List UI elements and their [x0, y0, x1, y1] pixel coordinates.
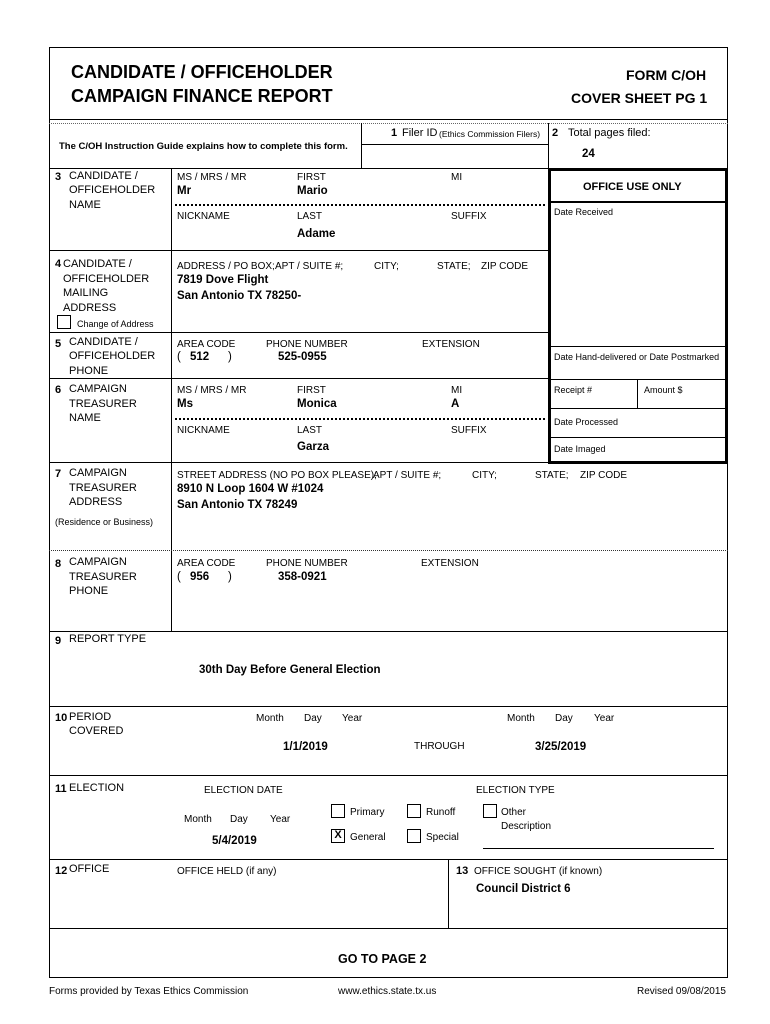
s10-to-month-label: Month: [507, 713, 535, 724]
section-3-label-1: CANDIDATE /: [69, 170, 138, 182]
treasurer-phone-field[interactable]: 358-0921: [278, 571, 327, 583]
treasurer-first-name-field[interactable]: Monica: [297, 398, 337, 410]
s4-city-label: CITY;: [374, 261, 399, 272]
s8-area-code-label: AREA CODE: [177, 558, 236, 569]
filer-id-label: Filer ID: [402, 127, 438, 139]
section-8-label-3: PHONE: [69, 585, 109, 597]
primary-label: Primary: [350, 807, 385, 818]
s10-from-day-label: Day: [304, 713, 322, 724]
filer-id-number: 1: [391, 127, 398, 139]
section-5-label-3: PHONE: [69, 365, 109, 377]
office-held-label: OFFICE HELD (if any): [177, 866, 277, 877]
section-7-label-2: TREASURER: [69, 482, 137, 494]
candidate-first-name-field[interactable]: Mario: [297, 185, 328, 197]
s5-extension-label: EXTENSION: [422, 339, 480, 350]
s6-mi-label: MI: [451, 385, 463, 396]
section-7-label-3: ADDRESS: [69, 496, 123, 508]
section-5-number: 5: [55, 338, 62, 350]
s6-last-label: LAST: [297, 425, 323, 436]
cover-sheet-label: COVER SHEET PG 1: [571, 90, 708, 106]
total-pages-value[interactable]: 24: [582, 148, 595, 160]
s4-zip-label: ZIP CODE: [481, 261, 529, 272]
s8-phone-label: PHONE NUMBER: [266, 558, 348, 569]
section-8-label-1: CAMPAIGN: [69, 556, 127, 568]
change-of-address-label: Change of Address: [77, 319, 154, 329]
office-held-field[interactable]: [177, 882, 437, 896]
s7-city-label: CITY;: [472, 470, 497, 481]
section-8-label-2: TREASURER: [69, 571, 137, 583]
s8-paren-close: ): [228, 571, 232, 583]
section-4-label-4: ADDRESS: [63, 302, 117, 314]
primary-checkbox[interactable]: [331, 804, 345, 818]
s6-ms-label: MS / MRS / MR: [177, 385, 247, 396]
s4-state-label: STATE;: [437, 261, 471, 272]
s10-from-month-label: Month: [256, 713, 284, 724]
special-checkbox[interactable]: [407, 829, 421, 843]
section-10-label-2: COVERED: [69, 725, 124, 737]
receipt-label: Receipt #: [554, 385, 593, 395]
s8-paren-open: (: [177, 571, 181, 583]
section-6-label-2: TREASURER: [69, 398, 137, 410]
through-label: THROUGH: [414, 741, 465, 752]
section-13-number: 13: [456, 865, 469, 877]
office-sought-label: OFFICE SOUGHT (if known): [474, 866, 603, 877]
section-6-number: 6: [55, 384, 62, 396]
s3-last-label: LAST: [297, 211, 323, 222]
section-4-label-2: OFFICEHOLDER: [63, 273, 150, 285]
s7-state-label: STATE;: [535, 470, 569, 481]
section-11-number: 11: [55, 783, 67, 795]
s3-mi-label: MI: [451, 172, 463, 183]
runoff-label: Runoff: [426, 807, 456, 818]
election-date-label: ELECTION DATE: [204, 785, 283, 796]
section-4-label-3: MAILING: [63, 287, 109, 299]
s10-to-day-label: Day: [555, 713, 573, 724]
treasurer-area-code-field[interactable]: 956: [190, 571, 210, 583]
s6-suffix-label: SUFFIX: [451, 425, 487, 436]
other-label: Other: [501, 807, 527, 818]
total-pages-number: 2: [552, 127, 559, 139]
description-label: Description: [501, 821, 552, 832]
instruction-text: The C/OH Instruction Guide explains how to complete this form.: [59, 141, 348, 152]
office-use-title: OFFICE USE ONLY: [583, 181, 682, 193]
s3-nickname-label: NICKNAME: [177, 211, 230, 222]
section-5-label-1: CANDIDATE /: [69, 336, 138, 348]
candidate-address-line2[interactable]: San Antonio TX 78250-: [177, 290, 302, 302]
section-12-label: OFFICE: [69, 863, 110, 875]
s5-paren-close: ): [228, 351, 232, 363]
candidate-address-line1[interactable]: 7819 Dove Flight: [177, 274, 269, 286]
treasurer-address-line1[interactable]: 8910 N Loop 1604 W #1024: [177, 483, 324, 495]
section-3-label-3: NAME: [69, 199, 101, 211]
footer-website[interactable]: www.ethics.state.tx.us: [338, 986, 437, 997]
office-sought-field[interactable]: Council District 6: [476, 883, 571, 895]
period-to-field[interactable]: 3/25/2019: [535, 741, 587, 753]
runoff-checkbox[interactable]: [407, 804, 421, 818]
section-6-label-1: CAMPAIGN: [69, 383, 127, 395]
section-4-label-1: CANDIDATE /: [63, 258, 132, 270]
treasurer-address-line2[interactable]: San Antonio TX 78249: [177, 499, 298, 511]
office-use-box: [548, 168, 728, 464]
report-type-field[interactable]: 30th Day Before General Election: [199, 664, 381, 676]
section-3-label-2: OFFICEHOLDER: [69, 184, 156, 196]
candidate-area-code-field[interactable]: 512: [190, 351, 210, 363]
section-7-number: 7: [55, 468, 62, 480]
s11-day-label: Day: [230, 814, 248, 825]
date-received-label: Date Received: [554, 207, 614, 217]
general-label: General: [350, 832, 386, 843]
footer-provider: Forms provided by Texas Ethics Commission: [49, 986, 249, 997]
section-7-note: (Residence or Business): [55, 517, 154, 527]
section-4-number: 4: [55, 258, 62, 270]
section-9-number: 9: [55, 635, 62, 647]
s10-to-year-label: Year: [594, 713, 615, 724]
section-11-label: ELECTION: [69, 782, 125, 794]
section-8-number: 8: [55, 558, 62, 570]
s11-year-label: Year: [270, 814, 291, 825]
form-title-line1: CANDIDATE / OFFICEHOLDER: [71, 62, 333, 82]
section-5-label-2: OFFICEHOLDER: [69, 350, 156, 362]
filer-id-sublabel: (Ethics Commission Filers): [439, 129, 541, 139]
special-label: Special: [426, 832, 459, 843]
s3-ms-label: MS / MRS / MR: [177, 172, 247, 183]
candidate-title-field[interactable]: Mr: [177, 185, 192, 197]
date-imaged-label: Date Imaged: [554, 444, 606, 454]
form-code: FORM C/OH: [626, 67, 707, 83]
date-processed-label: Date Processed: [554, 417, 619, 427]
section-10-number: 10: [55, 712, 68, 724]
s11-month-label: Month: [184, 814, 212, 825]
s5-paren-open: (: [177, 351, 181, 363]
form-title-line2: CAMPAIGN FINANCE REPORT: [71, 86, 333, 106]
general-checkbox[interactable]: X: [331, 829, 345, 843]
s5-area-code-label: AREA CODE: [177, 339, 236, 350]
s10-from-year-label: Year: [342, 713, 363, 724]
section-9-label: REPORT TYPE: [69, 633, 147, 645]
period-from-field[interactable]: 1/1/2019: [283, 741, 328, 753]
treasurer-title-field[interactable]: Ms: [177, 398, 193, 410]
total-pages-label: Total pages filed:: [568, 127, 651, 139]
section-12-number: 12: [55, 865, 68, 877]
s7-street-label: STREET ADDRESS (NO PO BOX PLEASE);: [177, 470, 377, 481]
s4-apt-label: APT / SUITE #;: [275, 261, 344, 272]
other-checkbox[interactable]: [483, 804, 497, 818]
amount-label: Amount $: [644, 385, 683, 395]
candidate-last-name-field[interactable]: Adame: [297, 228, 336, 240]
treasurer-mi-field[interactable]: A: [451, 398, 460, 410]
date-hand-delivered-label: Date Hand-delivered or Date Postmarked: [554, 352, 720, 362]
s6-nickname-label: NICKNAME: [177, 425, 230, 436]
change-of-address-checkbox[interactable]: [57, 315, 71, 329]
filer-id-field[interactable]: [380, 149, 540, 163]
section-10-label-1: PERIOD: [69, 711, 112, 723]
treasurer-last-name-field[interactable]: Garza: [297, 441, 329, 453]
go-to-page-2: GO TO PAGE 2: [338, 952, 427, 966]
candidate-phone-field[interactable]: 525-0955: [278, 351, 327, 363]
election-type-label: ELECTION TYPE: [476, 785, 555, 796]
s6-first-label: FIRST: [297, 385, 326, 396]
s5-phone-label: PHONE NUMBER: [266, 339, 348, 350]
section-3-number: 3: [55, 171, 62, 183]
election-date-field[interactable]: 5/4/2019: [212, 835, 257, 847]
section-7-label-1: CAMPAIGN: [69, 467, 127, 479]
s7-zip-label: ZIP CODE: [580, 470, 628, 481]
footer-revised: Revised 09/08/2015: [637, 986, 726, 997]
s8-extension-label: EXTENSION: [421, 558, 479, 569]
s7-apt-label: APT / SUITE #;: [373, 470, 442, 481]
s3-first-label: FIRST: [297, 172, 326, 183]
s4-address-label: ADDRESS / PO BOX;: [177, 261, 275, 272]
section-6-label-3: NAME: [69, 412, 101, 424]
s3-suffix-label: SUFFIX: [451, 211, 487, 222]
